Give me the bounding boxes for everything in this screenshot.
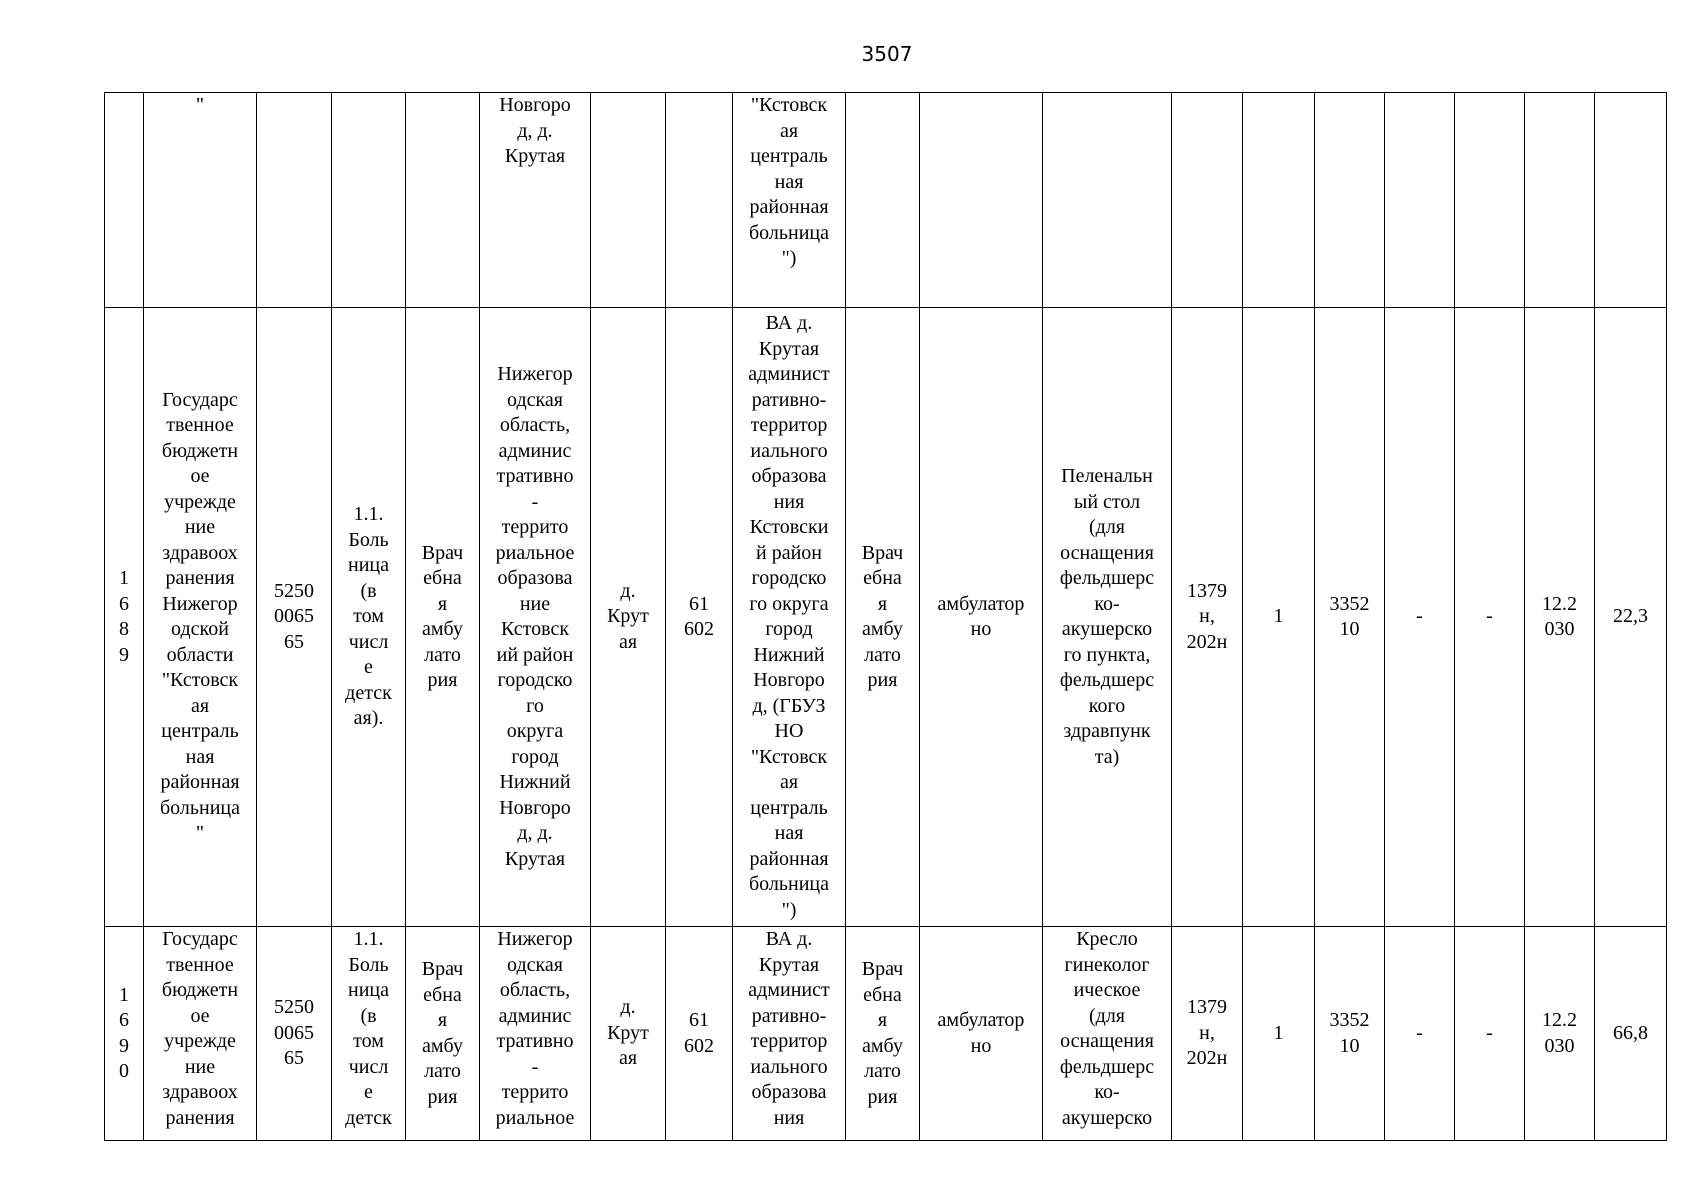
cell-unit-type bbox=[406, 93, 480, 308]
cell-row-number bbox=[105, 93, 144, 308]
cell-dash-1: - bbox=[1385, 308, 1455, 927]
cell-code: 3352 10 bbox=[1315, 927, 1385, 1141]
cell-institution-name: Государс твенное бюджетн ое учрежде ние здравоох ранения bbox=[144, 927, 257, 1141]
table-row-1689 bbox=[105, 308, 1667, 927]
cell-amount: 22,3 bbox=[1595, 308, 1667, 927]
cell-order-reference: 1379 н, 202н bbox=[1172, 927, 1243, 1141]
cell-institution-type: 1.1. Боль ница (в том числ е детск ая). bbox=[332, 308, 406, 927]
cell-locality bbox=[591, 93, 666, 308]
cell-equipment-name bbox=[1043, 93, 1172, 308]
cell-code bbox=[1315, 93, 1385, 308]
cell-locality: д. Крут ая bbox=[591, 927, 666, 1141]
cell-quantity bbox=[1243, 93, 1315, 308]
cell-unit-type: Врач ебна я амбу лато рия bbox=[406, 308, 480, 927]
cell-quantity: 1 bbox=[1243, 927, 1315, 1141]
cell-inn: 5250 0065 65 bbox=[257, 308, 332, 927]
cell-equipment-name: Кресло гинеколог ическое (для оснащения фельдшерс ко- акушерско bbox=[1043, 927, 1172, 1141]
table-row-continued bbox=[105, 93, 1667, 308]
cell-dash-2: - bbox=[1455, 308, 1525, 927]
cell-care-condition: амбулатор но bbox=[920, 308, 1043, 927]
cell-unit-kind bbox=[846, 93, 920, 308]
cell-unit-name: ВА д. Крутая админист ративно- территор иального образова ния bbox=[733, 927, 846, 1141]
cell-institution-name: Государс твенное бюджетн ое учрежде ние здравоох ранения Нижегор одской области "Кстовск ая централь ная районная больница " bbox=[144, 308, 257, 927]
table-row-1690 bbox=[105, 927, 1667, 1141]
cell-unit-name: "Кстовск ая централь ная районная больница ") bbox=[733, 93, 846, 308]
cell-equipment-name: Пеленальн ый стол (для оснащения фельдшерс ко- акушерско го пункта, фельдшерс кого здравпунк та) bbox=[1043, 308, 1172, 927]
cell-unit-type: Врач ебна я амбу лато рия bbox=[406, 927, 480, 1141]
cell-date bbox=[1525, 93, 1595, 308]
cell-unit-kind: Врач ебна я амбу лато рия bbox=[846, 927, 920, 1141]
cell-row-number: 1 6 8 9 bbox=[105, 308, 144, 927]
cell-oktmo: 61 602 bbox=[666, 308, 733, 927]
cell-date: 12.2 030 bbox=[1525, 927, 1595, 1141]
cell-locality: д. Крут ая bbox=[591, 308, 666, 927]
cell-institution-name: " bbox=[144, 93, 257, 308]
cell-inn bbox=[257, 93, 332, 308]
cell-institution-type: 1.1. Боль ница (в том числ е детск bbox=[332, 927, 406, 1141]
cell-quantity: 1 bbox=[1243, 308, 1315, 927]
page-number: 3507 bbox=[861, 42, 913, 66]
cell-address: Нижегор одская область, админис тративно - террито риальное bbox=[480, 927, 591, 1141]
cell-dash-2: - bbox=[1455, 927, 1525, 1141]
cell-care-condition bbox=[920, 93, 1043, 308]
cell-amount bbox=[1595, 93, 1667, 308]
cell-dash-1: - bbox=[1385, 927, 1455, 1141]
cell-care-condition: амбулатор но bbox=[920, 927, 1043, 1141]
cell-code: 3352 10 bbox=[1315, 308, 1385, 927]
cell-dash-2 bbox=[1455, 93, 1525, 308]
cell-unit-name: ВА д. Крутая админист ративно- территор иального образова ния Кстовски й район городско го округа город Нижний Новгоро д, (ГБУЗ НО "Кстовск ая централь ная районная больница ") bbox=[733, 308, 846, 927]
cell-date: 12.2 030 bbox=[1525, 308, 1595, 927]
cell-row-number: 1 6 9 0 bbox=[105, 927, 144, 1141]
cell-dash-1 bbox=[1385, 93, 1455, 308]
document-table bbox=[104, 92, 1667, 1141]
cell-unit-kind: Врач ебна я амбу лато рия bbox=[846, 308, 920, 927]
cell-order-reference: 1379 н, 202н bbox=[1172, 308, 1243, 927]
cell-address: Новгоро д, д. Крутая bbox=[480, 93, 591, 308]
cell-order-reference bbox=[1172, 93, 1243, 308]
cell-institution-type bbox=[332, 93, 406, 308]
cell-amount: 66,8 bbox=[1595, 927, 1667, 1141]
cell-oktmo bbox=[666, 93, 733, 308]
cell-oktmo: 61 602 bbox=[666, 927, 733, 1141]
cell-inn: 5250 0065 65 bbox=[257, 927, 332, 1141]
cell-address: Нижегор одская область, админис тративно - террито риальное образова ние Кстовск ий район городско го округа город Нижний Новгоро д, д. Крутая bbox=[480, 308, 591, 927]
